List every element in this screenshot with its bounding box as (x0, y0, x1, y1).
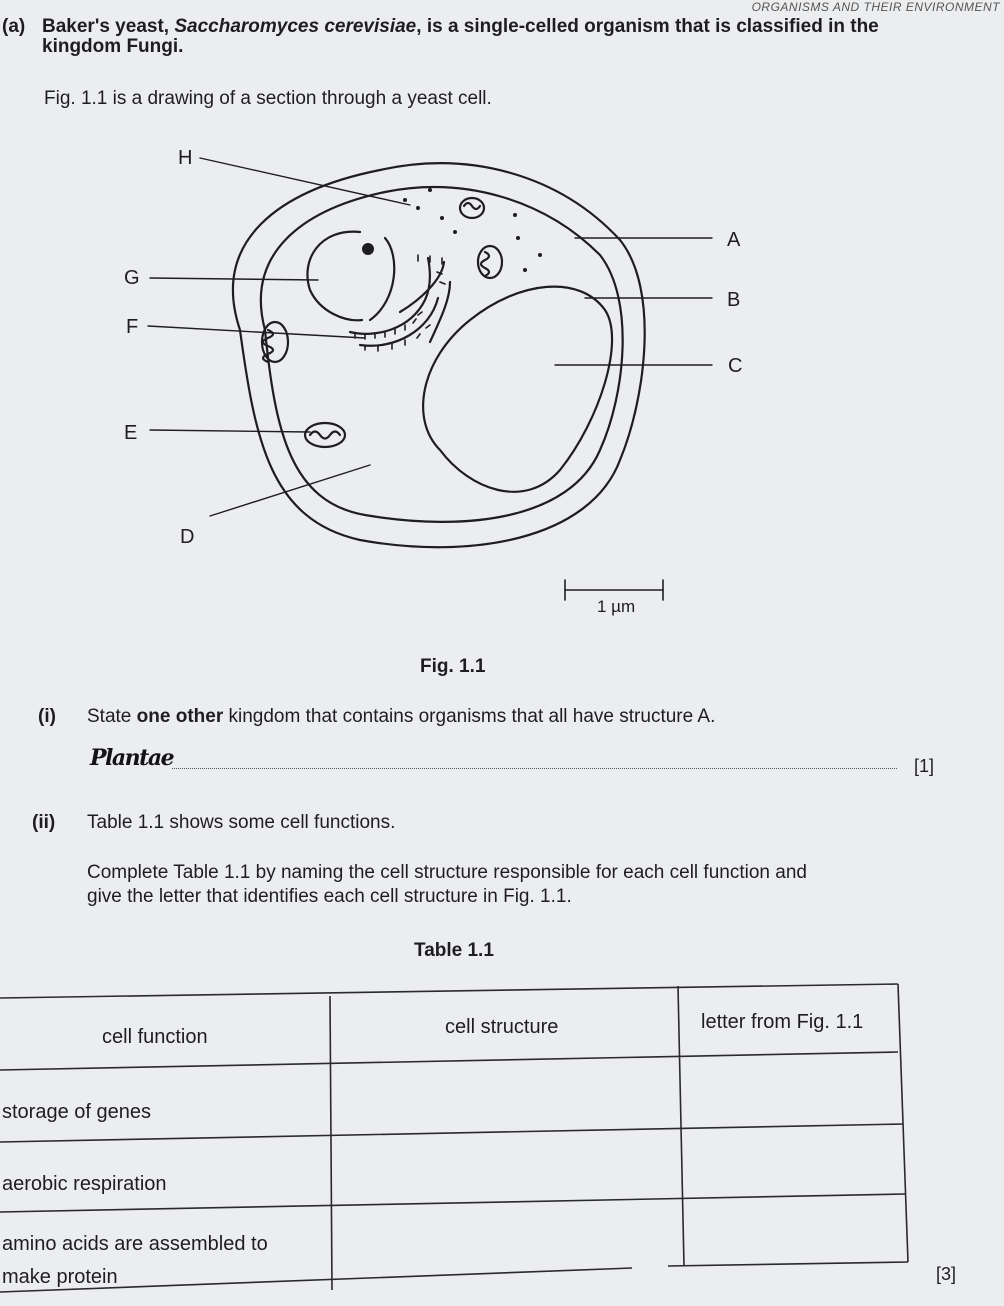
label-g: G (124, 267, 140, 289)
cell-structure-input-2[interactable] (336, 1142, 676, 1208)
part-i-label: (i) (38, 706, 56, 727)
question-a-label: (a) (2, 16, 26, 37)
row-1-function: storage of genes (2, 1101, 151, 1123)
nucleus-envelope (307, 232, 362, 321)
label-c: C (728, 355, 743, 377)
figure-caption: Fig. 1.1 (420, 656, 486, 677)
part-i-marks: [1] (914, 756, 935, 776)
nucleolus (362, 243, 374, 255)
cell-function-table (0, 980, 910, 1300)
part-ii-text: Table 1.1 shows some cell functions. (87, 812, 396, 833)
running-header: ORGANISMS AND THEIR ENVIRONMENT (751, 0, 1000, 14)
label-h: H (178, 147, 193, 169)
label-a: A (727, 229, 741, 251)
yeast-cell-figure (100, 138, 760, 638)
label-line-h (200, 158, 410, 205)
question-a-text-line1: Baker's yeast, Saccharomyces cerevisiae, is a single-celled organism that is classified in the (42, 16, 879, 37)
cell-membrane (261, 187, 623, 522)
scale-bar-label: 1 µm (597, 597, 636, 616)
label-line-d (210, 465, 370, 516)
vacuole (423, 287, 612, 492)
letter-input-1[interactable] (688, 1056, 896, 1120)
letter-input-3[interactable] (690, 1198, 902, 1262)
label-f: F (126, 316, 139, 338)
header-letter: letter from Fig. 1.1 (701, 1011, 864, 1033)
header-cell-structure: cell structure (445, 1016, 559, 1038)
handwritten-answer: Plantae (90, 745, 174, 771)
figure-intro-text: Fig. 1.1 is a drawing of a section through a yeast cell. (44, 88, 492, 109)
row-3-function-line1: amino acids are assembled to (2, 1233, 268, 1255)
part-ii-instruction-line2: give the letter that identifies each cell structure in Fig. 1.1. (87, 886, 572, 907)
part-i-question: State one other kingdom that contains organisms that all have structure A. (87, 706, 716, 727)
label-b: B (727, 289, 741, 311)
part-ii-marks: [3] (936, 1264, 957, 1284)
header-cell-function: cell function (102, 1026, 208, 1048)
row-2-function: aerobic respiration (2, 1173, 167, 1195)
row-3-function-line2: make protein (2, 1266, 118, 1288)
label-line-e (150, 430, 310, 432)
mitochondrion-top (460, 198, 484, 218)
part-ii-label: (ii) (32, 812, 56, 833)
label-line-g (150, 278, 318, 280)
table-title: Table 1.1 (414, 940, 494, 961)
cell-structure-input-1[interactable] (336, 1070, 676, 1136)
letter-input-2[interactable] (688, 1128, 898, 1190)
cell-structure-input-3[interactable] (336, 1212, 676, 1282)
answer-line[interactable] (172, 768, 897, 769)
part-ii-instruction-line1: Complete Table 1.1 by naming the cell structure responsible for each cell function and (87, 862, 807, 883)
label-line-f (148, 326, 365, 338)
label-d: D (180, 526, 195, 548)
label-e: E (124, 422, 138, 444)
question-a-text-line2: kingdom Fungi. (42, 36, 184, 57)
